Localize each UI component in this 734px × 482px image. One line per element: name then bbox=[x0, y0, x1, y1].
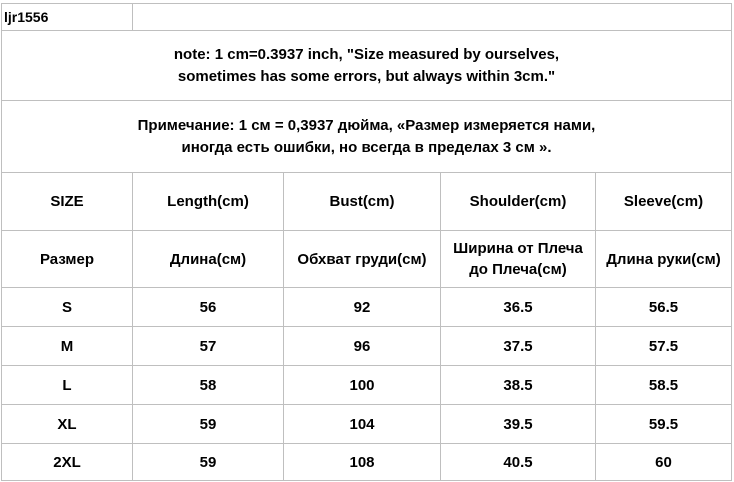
size-chart-table bbox=[1, 3, 732, 481]
cell-length: 59 bbox=[133, 444, 284, 480]
cell-size: L bbox=[2, 366, 133, 404]
cell-sleeve: 60 bbox=[655, 453, 672, 471]
cell-shoulder: 39.5 bbox=[441, 405, 596, 443]
cell-sleeve: 59.5 bbox=[648, 415, 679, 433]
header-length-ru: Длина(см) bbox=[133, 231, 284, 287]
header-shoulder: Shoulder(cm) bbox=[441, 173, 596, 230]
note-english-line-2: sometimes has some errors, but always within 3cm." bbox=[177, 67, 556, 85]
table-row bbox=[2, 444, 731, 480]
product-code: ljr1556 bbox=[2, 4, 133, 30]
cell-shoulder: 38.5 bbox=[441, 366, 596, 404]
cell-length: 59 bbox=[133, 405, 284, 443]
note-english bbox=[2, 31, 731, 100]
cell-length: 57 bbox=[133, 327, 284, 365]
cell-shoulder: 37.5 bbox=[441, 327, 596, 365]
cell-bust: 96 bbox=[284, 327, 441, 365]
cell-length: 58 bbox=[133, 366, 284, 404]
header-bust-ru: Обхват груди(см) bbox=[284, 231, 441, 287]
cell-shoulder: 36.5 bbox=[441, 288, 596, 326]
header-row-english bbox=[2, 173, 731, 231]
table-row bbox=[2, 366, 731, 405]
empty-cell bbox=[133, 4, 731, 30]
header-row-russian bbox=[2, 231, 731, 288]
note-english-line-1: note: 1 cm=0.3937 inch, "Size measured by ourselves, bbox=[173, 45, 560, 63]
product-code-row bbox=[2, 4, 731, 31]
cell-bust: 92 bbox=[284, 288, 441, 326]
cell-bust: 104 bbox=[284, 405, 441, 443]
cell-size: M bbox=[2, 327, 133, 365]
note-english-row bbox=[2, 31, 731, 101]
header-length: Length(cm) bbox=[133, 173, 284, 230]
cell-shoulder: 40.5 bbox=[441, 444, 596, 480]
cell-sleeve: 58.5 bbox=[648, 376, 679, 394]
header-bust: Bust(cm) bbox=[284, 173, 441, 230]
header-sleeve-ru: Длина руки(см) bbox=[606, 250, 721, 268]
note-russian-line-1: Примечание: 1 см = 0,3937 дюйма, «Размер измеряется нами, bbox=[137, 116, 596, 134]
note-russian-line-2: иногда есть ошибки, но всегда в пределах 3 см ». bbox=[181, 138, 552, 156]
cell-bust: 108 bbox=[284, 444, 441, 480]
cell-sleeve: 57.5 bbox=[648, 337, 679, 355]
cell-size: S bbox=[2, 288, 133, 326]
table-row bbox=[2, 405, 731, 444]
cell-bust: 100 bbox=[284, 366, 441, 404]
cell-size: XL bbox=[2, 405, 133, 443]
table-row bbox=[2, 288, 731, 327]
header-size-ru: Размер bbox=[2, 231, 133, 287]
header-size: SIZE bbox=[2, 173, 133, 230]
table-row bbox=[2, 327, 731, 366]
note-russian bbox=[2, 101, 731, 172]
note-russian-row bbox=[2, 101, 731, 173]
cell-length: 56 bbox=[133, 288, 284, 326]
cell-sleeve: 56.5 bbox=[648, 298, 679, 316]
header-sleeve: Sleeve(cm) bbox=[623, 193, 704, 210]
header-shoulder-ru: Ширина от Плеча до Плеча(см) bbox=[441, 231, 596, 287]
cell-size: 2XL bbox=[2, 444, 133, 480]
